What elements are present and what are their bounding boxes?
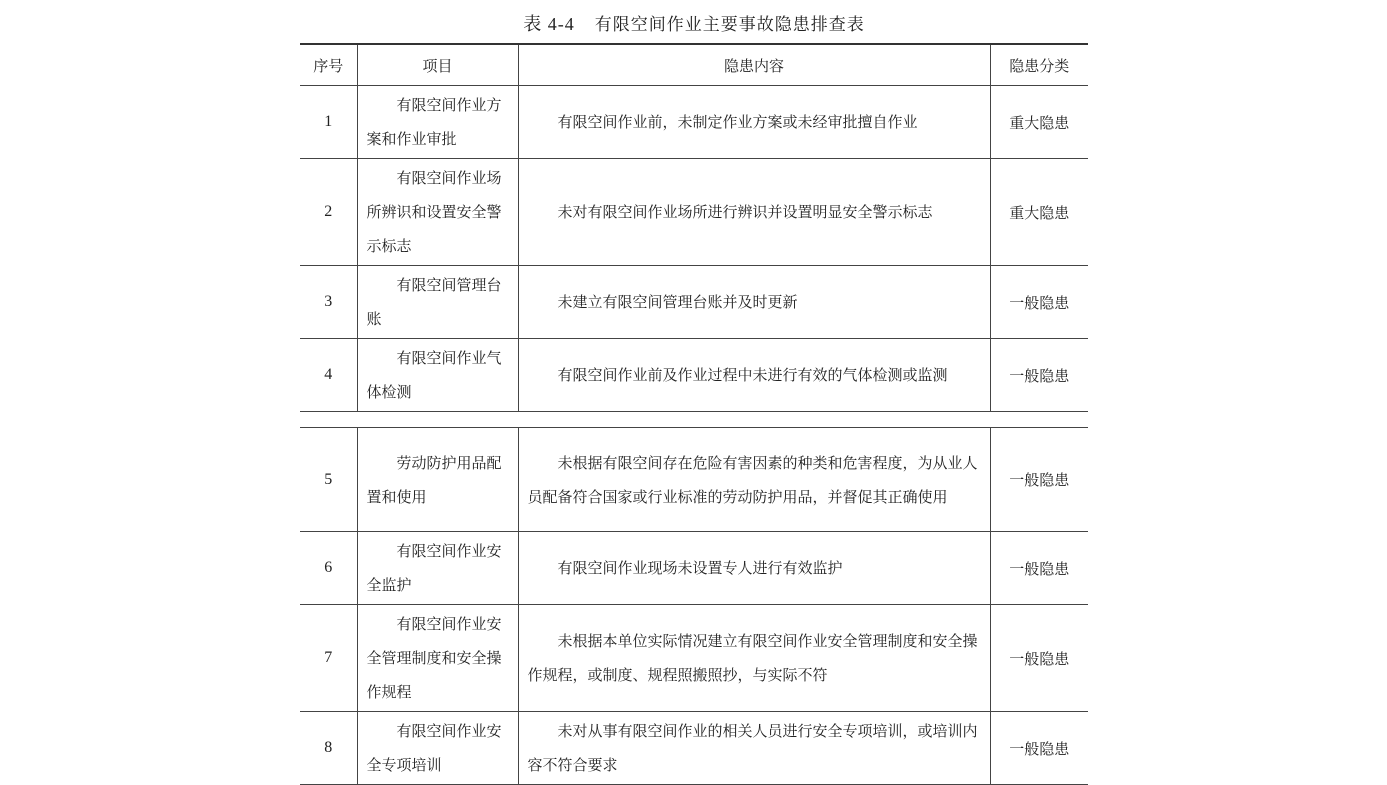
row-no: 3 <box>300 266 357 339</box>
header-item: 项目 <box>357 44 518 86</box>
table-row <box>300 266 1088 339</box>
row-item: 劳动防护用品配置和使用 <box>357 428 518 532</box>
table-row <box>300 339 1088 412</box>
row-category: 一般隐患 <box>990 339 1088 412</box>
table-row <box>300 605 1088 712</box>
row-category: 重大隐患 <box>990 159 1088 266</box>
hazard-table-part-2 <box>300 427 1088 785</box>
row-item: 有限空间作业安全监护 <box>357 532 518 605</box>
header-row <box>300 44 1088 86</box>
row-category: 一般隐患 <box>990 532 1088 605</box>
row-no: 4 <box>300 339 357 412</box>
row-category: 一般隐患 <box>990 712 1088 785</box>
row-no: 2 <box>300 159 357 266</box>
table-caption <box>300 10 1088 36</box>
hazard-table-part-1 <box>300 43 1088 412</box>
header-content: 隐患内容 <box>518 44 990 86</box>
row-item: 有限空间管理台账 <box>357 266 518 339</box>
row-category: 重大隐患 <box>990 86 1088 159</box>
row-content: 有限空间作业现场未设置专人进行有效监护 <box>518 532 990 605</box>
row-item: 有限空间作业方案和作业审批 <box>357 86 518 159</box>
row-item: 有限空间作业场所辨识和设置安全警示标志 <box>357 159 518 266</box>
row-no: 6 <box>300 532 357 605</box>
table-row <box>300 712 1088 785</box>
row-content: 未建立有限空间管理台账并及时更新 <box>518 266 990 339</box>
row-no: 1 <box>300 86 357 159</box>
table-row <box>300 532 1088 605</box>
table-row <box>300 86 1088 159</box>
row-content: 有限空间作业前及作业过程中未进行有效的气体检测或监测 <box>518 339 990 412</box>
row-item: 有限空间作业安全管理制度和安全操作规程 <box>357 605 518 712</box>
row-no: 5 <box>300 428 357 532</box>
table-row <box>300 428 1088 532</box>
table-number: 表 4-4 <box>523 14 575 34</box>
header-category: 隐患分类 <box>990 44 1088 86</box>
row-content: 未对有限空间作业场所进行辨识并设置明显安全警示标志 <box>518 159 990 266</box>
row-content: 未根据有限空间存在危险有害因素的种类和危害程度，为从业人员配备符合国家或行业标准的劳动防护用品，并督促其正确使用 <box>518 428 990 532</box>
row-item: 有限空间作业气体检测 <box>357 339 518 412</box>
row-no: 7 <box>300 605 357 712</box>
row-item: 有限空间作业安全专项培训 <box>357 712 518 785</box>
table-row <box>300 159 1088 266</box>
row-content: 有限空间作业前，未制定作业方案或未经审批擅自作业 <box>518 86 990 159</box>
header-no: 序号 <box>300 44 357 86</box>
table-title: 有限空间作业主要事故隐患排查表 <box>594 15 865 35</box>
row-content: 未对从事有限空间作业的相关人员进行安全专项培训，或培训内容不符合要求 <box>518 712 990 785</box>
row-content: 未根据本单位实际情况建立有限空间作业安全管理制度和安全操作规程，或制度、规程照搬照抄，与实际不符 <box>518 605 990 712</box>
row-category: 一般隐患 <box>990 605 1088 712</box>
row-category: 一般隐患 <box>990 266 1088 339</box>
row-no: 8 <box>300 712 357 785</box>
row-category: 一般隐患 <box>990 428 1088 532</box>
